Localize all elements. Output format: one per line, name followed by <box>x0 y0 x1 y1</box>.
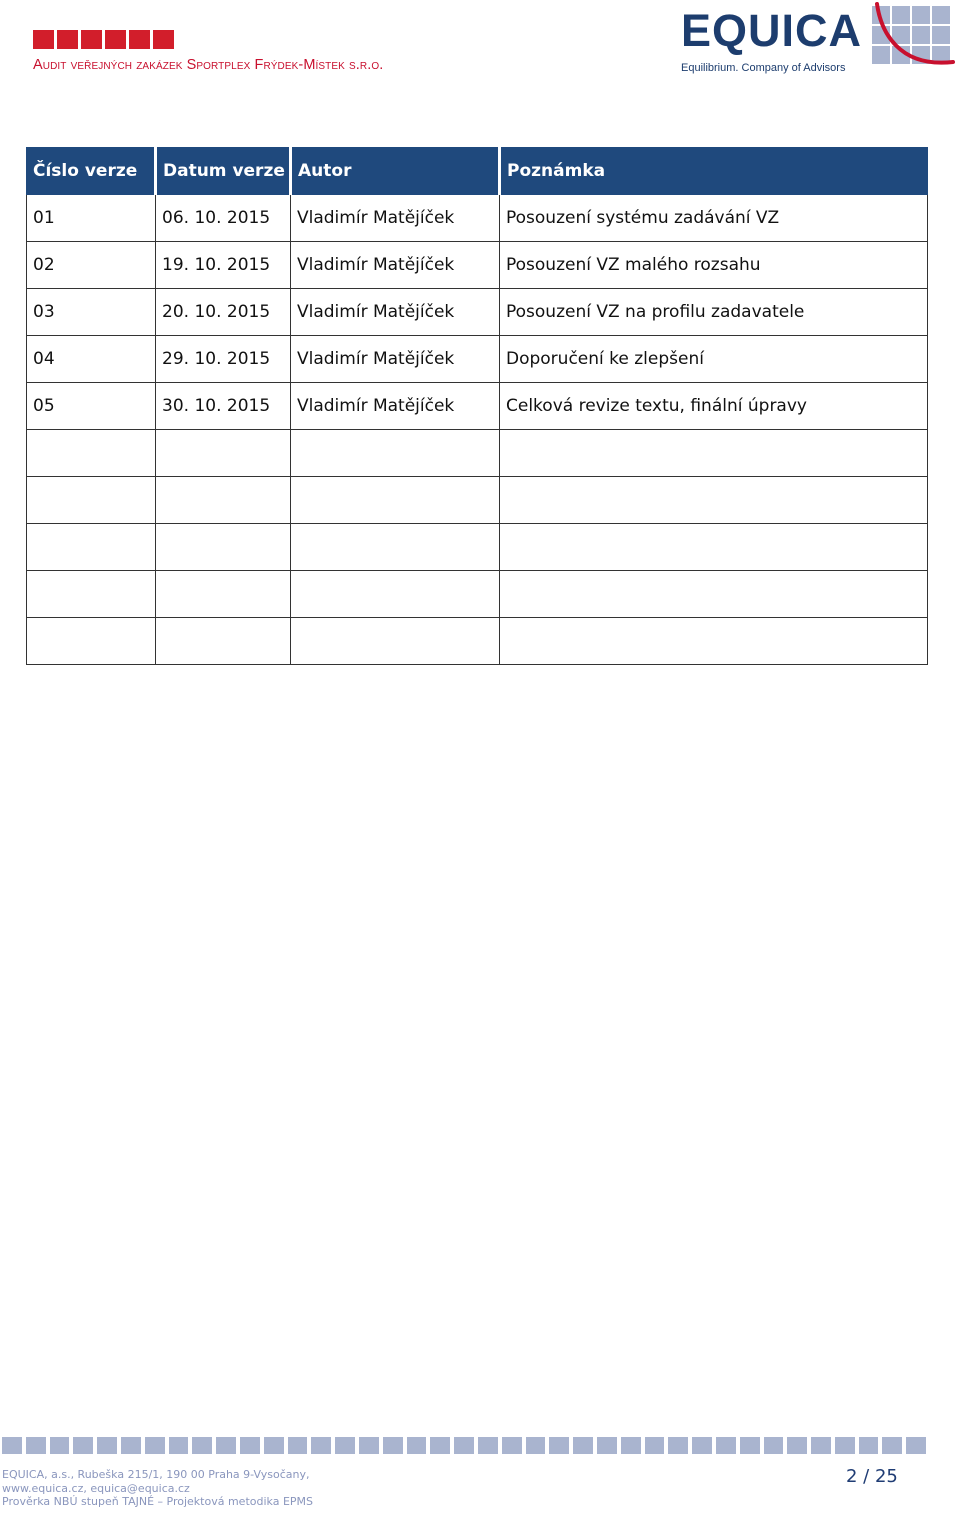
logo-wordmark: EQUICA <box>681 5 863 56</box>
footer-square <box>692 1437 712 1454</box>
cell-note <box>500 430 928 477</box>
table-row-empty <box>27 571 928 618</box>
footer-square <box>740 1437 760 1454</box>
footer-square <box>430 1437 450 1454</box>
footer-square <box>121 1437 141 1454</box>
cell-date <box>156 571 291 618</box>
footer-square <box>240 1437 260 1454</box>
cell-note <box>500 618 928 665</box>
cell-note <box>500 524 928 571</box>
version-history-table <box>26 147 928 665</box>
cell-note: Doporučení ke zlepšení <box>500 336 928 383</box>
footer-address-line: EQUICA, a.s., Rubeška 215/1, 190 00 Praha 9-Vysočany, <box>2 1468 310 1481</box>
cell-note: Posouzení VZ na profilu zadavatele <box>500 289 928 336</box>
cell-author: Vladimír Matějíček <box>291 242 500 289</box>
footer-certification-line: Prověrka NBÚ stupeň TAJNÉ – Projektová metodika EPMS <box>2 1495 313 1508</box>
cell-version: 03 <box>27 289 156 336</box>
footer-square <box>835 1437 855 1454</box>
cell-note: Posouzení VZ malého rozsahu <box>500 242 928 289</box>
table-row-empty <box>27 477 928 524</box>
cell-version <box>27 477 156 524</box>
footer-square <box>573 1437 593 1454</box>
footer-square <box>73 1437 93 1454</box>
footer-square <box>192 1437 212 1454</box>
document-title: Audit veřejných zakázek Sportplex Frýdek-Místek s.r.o. <box>33 57 384 73</box>
cell-version <box>27 524 156 571</box>
cell-author: Vladimír Matějíček <box>291 289 500 336</box>
footer-square <box>145 1437 165 1454</box>
cell-author <box>291 524 500 571</box>
footer-square <box>97 1437 117 1454</box>
table-row <box>27 242 928 289</box>
cell-author: Vladimír Matějíček <box>291 336 500 383</box>
table-row <box>27 289 928 336</box>
column-header-version: Číslo verze <box>27 148 156 195</box>
cell-version: 04 <box>27 336 156 383</box>
cell-date: 30. 10. 2015 <box>156 383 291 430</box>
cell-author <box>291 571 500 618</box>
footer-square <box>597 1437 617 1454</box>
cell-date: 20. 10. 2015 <box>156 289 291 336</box>
footer-web-line: www.equica.cz, equica@equica.cz <box>2 1481 190 1495</box>
cell-note: Posouzení systému zadávání VZ <box>500 195 928 242</box>
footer-square <box>335 1437 355 1454</box>
footer-square-bar <box>2 1437 926 1454</box>
table-row-empty <box>27 524 928 571</box>
cell-version: 01 <box>27 195 156 242</box>
footer-square <box>407 1437 427 1454</box>
footer-square <box>549 1437 569 1454</box>
table-row-empty <box>27 618 928 665</box>
footer-square <box>169 1437 189 1454</box>
cell-date <box>156 524 291 571</box>
footer-square <box>787 1437 807 1454</box>
cell-version: 05 <box>27 383 156 430</box>
footer-square <box>454 1437 474 1454</box>
footer-square <box>264 1437 284 1454</box>
footer-square <box>716 1437 736 1454</box>
cell-author: Vladimír Matějíček <box>291 383 500 430</box>
footer-square <box>26 1437 46 1454</box>
cell-date: 06. 10. 2015 <box>156 195 291 242</box>
table-row <box>27 195 928 242</box>
cell-date: 29. 10. 2015 <box>156 336 291 383</box>
column-header-date: Datum verze <box>156 148 291 195</box>
footer-square <box>478 1437 498 1454</box>
footer-square <box>50 1437 70 1454</box>
cell-author <box>291 477 500 524</box>
footer-square <box>216 1437 236 1454</box>
cell-author <box>291 430 500 477</box>
footer-square <box>2 1437 22 1454</box>
footer-square <box>906 1437 926 1454</box>
cell-date <box>156 618 291 665</box>
header-red-squares <box>33 30 174 49</box>
cell-version <box>27 571 156 618</box>
table-row <box>27 336 928 383</box>
footer-square <box>526 1437 546 1454</box>
cell-note <box>500 571 928 618</box>
cell-version <box>27 430 156 477</box>
footer-square <box>764 1437 784 1454</box>
cell-note <box>500 477 928 524</box>
column-header-author: Autor <box>291 148 500 195</box>
cell-version <box>27 618 156 665</box>
footer-square <box>668 1437 688 1454</box>
footer-square <box>311 1437 331 1454</box>
cell-date <box>156 477 291 524</box>
page-number: 2 / 25 <box>846 1466 898 1487</box>
footer-square <box>811 1437 831 1454</box>
table-row <box>27 383 928 430</box>
cell-note: Celková revize textu, finální úpravy <box>500 383 928 430</box>
table-header-row <box>27 148 928 195</box>
column-header-note: Poznámka <box>500 148 928 195</box>
cell-author <box>291 618 500 665</box>
cell-version: 02 <box>27 242 156 289</box>
footer-square <box>621 1437 641 1454</box>
cell-date <box>156 430 291 477</box>
footer-square <box>359 1437 379 1454</box>
footer-square <box>383 1437 403 1454</box>
logo-swoosh-icon <box>871 2 957 78</box>
cell-date: 19. 10. 2015 <box>156 242 291 289</box>
footer-square <box>288 1437 308 1454</box>
footer-square <box>859 1437 879 1454</box>
cell-author: Vladimír Matějíček <box>291 195 500 242</box>
footer-square <box>645 1437 665 1454</box>
equica-logo <box>676 2 958 82</box>
footer-square <box>502 1437 522 1454</box>
logo-tagline: Equilibrium. Company of Advisors <box>681 62 846 74</box>
footer-company-info <box>2 1468 313 1509</box>
table-row-empty <box>27 430 928 477</box>
footer-square <box>882 1437 902 1454</box>
